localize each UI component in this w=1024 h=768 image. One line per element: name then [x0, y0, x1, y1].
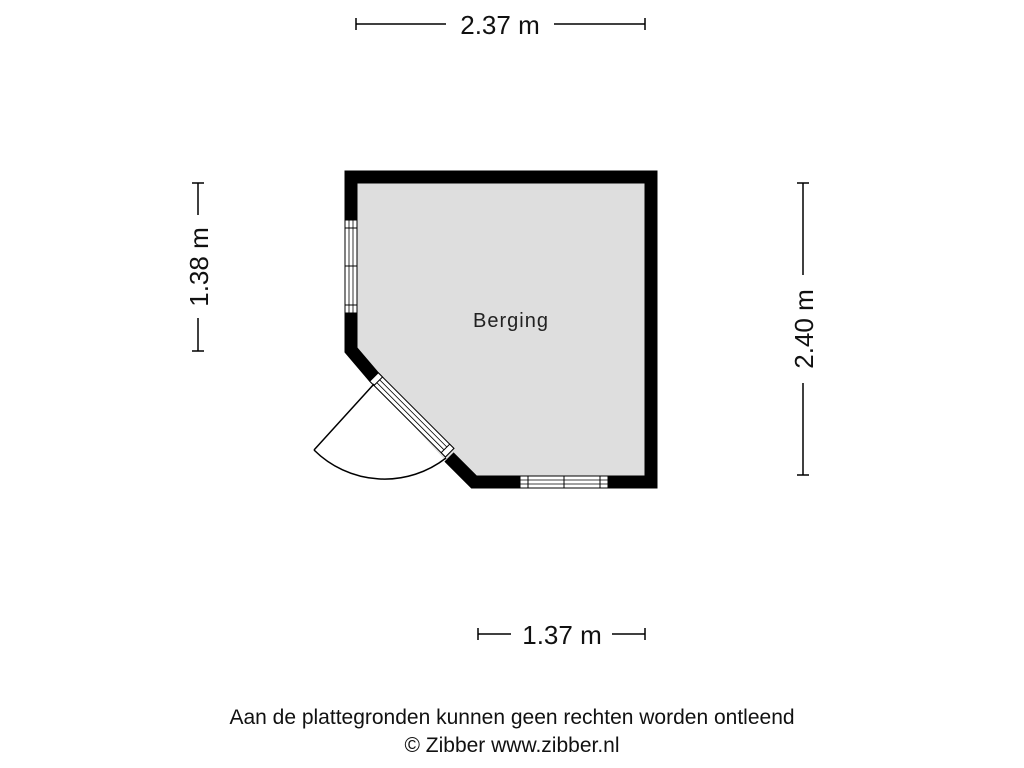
footer-copyright: © Zibber www.zibber.nl — [404, 734, 620, 757]
dimension-right-label: 2.40 m — [789, 289, 819, 369]
footer-disclaimer: Aan de plattegronden kunnen geen rechten worden ontleend — [229, 706, 795, 729]
dimension-bottom-label: 1.37 m — [522, 620, 602, 650]
dimension-left-label: 1.38 m — [184, 227, 214, 307]
door-swing-arc — [314, 450, 446, 479]
dimension-top — [356, 10, 645, 40]
dimension-left — [184, 183, 214, 351]
dimension-right — [789, 183, 819, 475]
window-bottom — [520, 476, 608, 488]
window-left — [345, 220, 357, 313]
door-leaf — [314, 384, 374, 450]
dimension-top-label: 2.37 m — [460, 10, 540, 40]
room-label: Berging — [473, 310, 549, 332]
dimension-bottom — [478, 620, 645, 650]
